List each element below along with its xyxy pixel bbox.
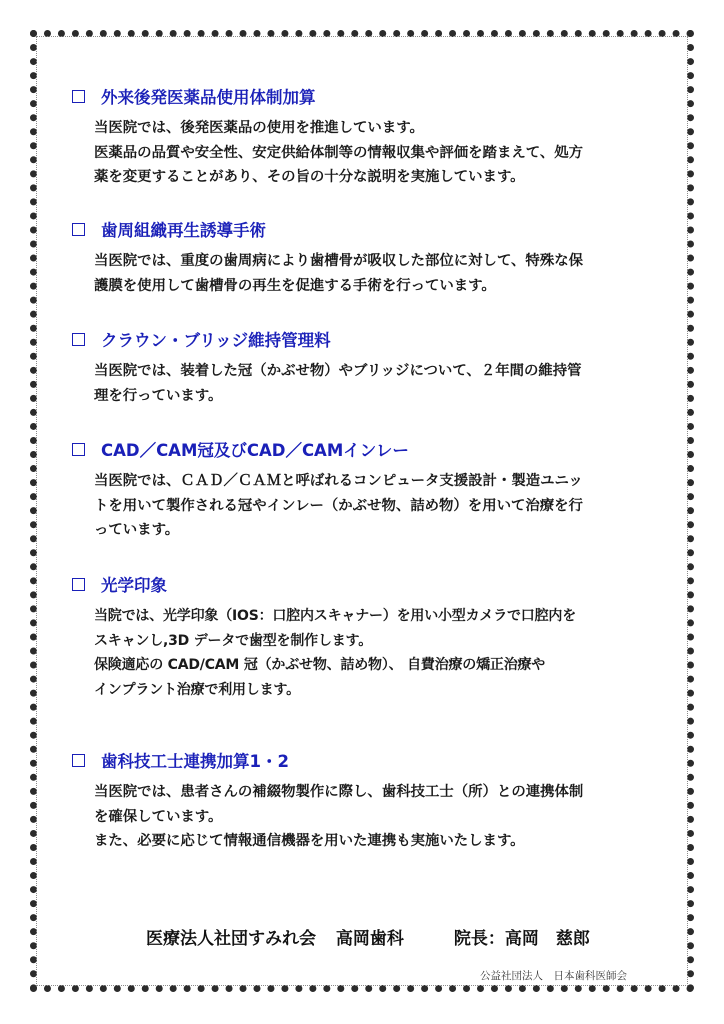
body-line: 保険適応の CAD/CAM 冠（かぶせ物、詰め物）、 自費治療の矯正治療や	[94, 657, 546, 673]
section-heading-text: CAD／CAM冠及びCAD／CAMインレー	[101, 441, 409, 460]
section-optical-impression	[72, 570, 672, 702]
organization-name: 医療法人社団すみれ会	[146, 929, 316, 949]
body-line: 護膜を使用して歯槽骨の再生を促進する手術を行っています。	[94, 277, 496, 294]
section-periodontal-regeneration	[72, 215, 672, 298]
section-body	[72, 116, 672, 190]
body-line: トを用いて製作される冠やインレー（かぶせ物、詰め物）を用いて治療を行	[94, 497, 583, 514]
section-dental-technician	[72, 746, 672, 854]
section-heading	[72, 215, 672, 243]
checkbox-icon	[72, 443, 85, 456]
section-body	[72, 469, 672, 543]
checkbox-icon	[72, 754, 85, 767]
section-generic-drug	[72, 82, 672, 190]
checkbox-icon	[72, 90, 85, 103]
section-body	[72, 249, 672, 298]
clinic-signature	[146, 924, 590, 949]
body-line: 理を行っています。	[94, 387, 223, 404]
body-line: を確保しています。	[94, 808, 223, 825]
section-heading-text: 歯周組織再生誘導手術	[101, 221, 266, 240]
section-heading-text: クラウン・ブリッジ維持管理料	[101, 331, 331, 350]
section-heading	[72, 435, 672, 463]
body-line: また、必要に応じて情報通信機器を用いた連携も実施いたします。	[94, 833, 525, 849]
body-line: っています。	[94, 522, 180, 538]
section-heading	[72, 570, 672, 598]
body-line: スキャンし,3D データで歯型を制作します。	[94, 632, 373, 649]
section-heading	[72, 82, 672, 110]
section-crown-bridge	[72, 325, 672, 408]
body-line: 医薬品の品質や安全性、安定供給体制等の情報収集や評価を踏まえて、処方	[94, 144, 583, 161]
section-heading	[72, 325, 672, 353]
checkbox-icon	[72, 333, 85, 346]
section-heading	[72, 746, 672, 774]
body-line: 当医院では、患者さんの補綴物製作に際し、歯科技工士（所）との連携体制	[94, 784, 584, 800]
section-heading-text: 歯科技工士連携加算1・2	[101, 752, 289, 771]
body-line: 当医院では、後発医薬品の使用を推進しています。	[94, 120, 424, 136]
association-name: 公益社団法人 日本歯科医師会	[480, 970, 627, 982]
checkbox-icon	[72, 223, 85, 236]
section-cad-cam	[72, 435, 672, 543]
director-name: 院長：高岡 慈郎	[453, 929, 590, 949]
section-body	[72, 780, 672, 854]
section-body	[72, 604, 672, 702]
body-line: 当医院では、ＣＡＤ／ＣＡＭと呼ばれるコンピュータ支援設計・製造ユニッ	[94, 473, 583, 489]
body-line: 当医院では、重度の歯周病により歯槽骨が吸収した部位に対して、特殊な保	[94, 253, 583, 269]
section-heading-text: 光学印象	[101, 576, 167, 595]
body-line: 当医院では、装着した冠（かぶせ物）やブリッジについて、２年間の維持管	[94, 363, 582, 379]
section-body	[72, 359, 672, 408]
section-heading-text: 外来後発医薬品使用体制加算	[101, 88, 316, 107]
checkbox-icon	[72, 578, 85, 591]
body-line: 薬を変更することがあり、その旨の十分な説明を実施しています。	[94, 169, 525, 185]
body-line: インプラント治療で利用します。	[94, 681, 300, 698]
clinic-name: 高岡歯科	[335, 929, 404, 949]
body-line: 当院では、光学印象（IOS：口腔内スキャナー）を用い小型カメラで口腔内を	[94, 608, 576, 624]
